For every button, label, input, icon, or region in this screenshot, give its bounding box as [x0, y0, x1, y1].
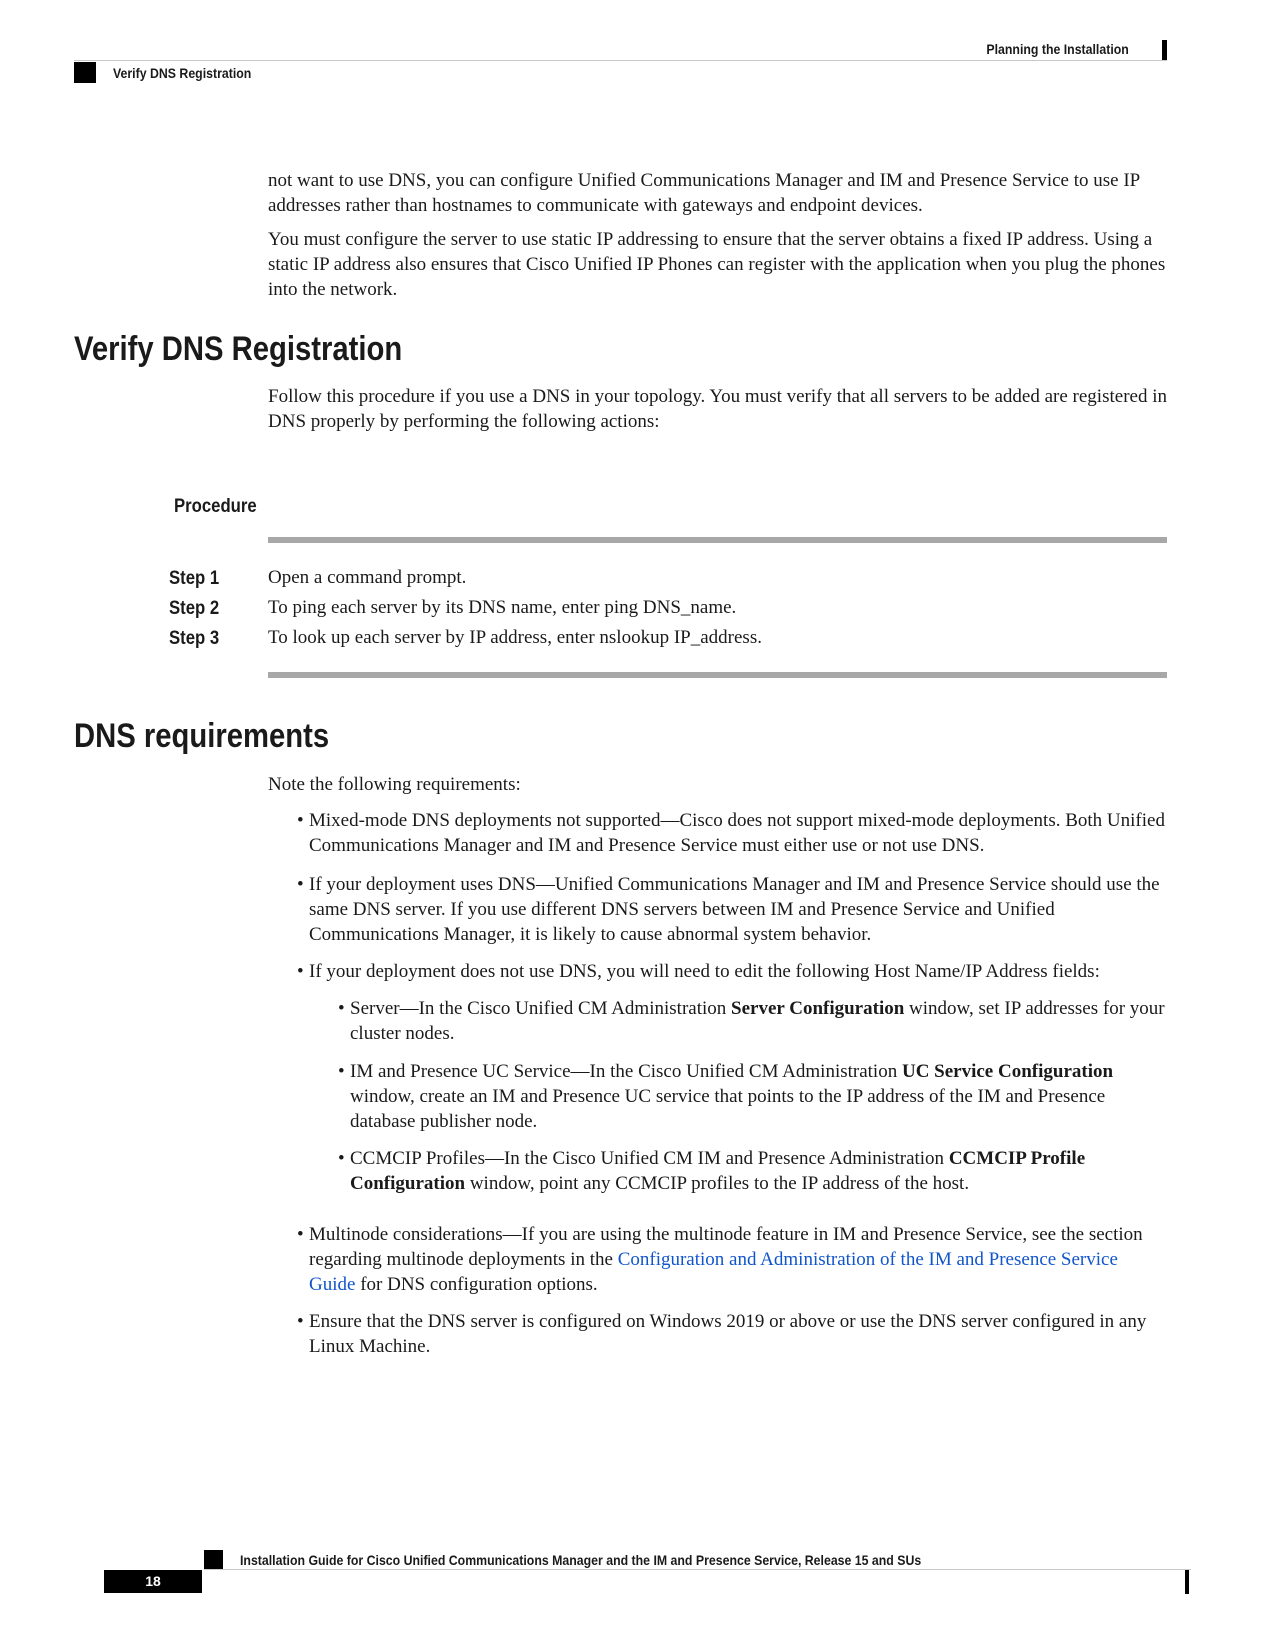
list-item [338, 1146, 1168, 1196]
header-section-block [74, 62, 96, 83]
list-item [297, 1222, 1168, 1297]
bullet-uses-dns: If your deployment uses DNS—Unified Communications Manager and IM and Presence Service should use the same DNS server. If you use different DNS servers between IM and Presence Service and Unified Communications Manager, it is likely to cause abnormal system behavior. [309, 874, 1160, 945]
list-item [297, 959, 1168, 984]
step-3-label: Step 3 [169, 628, 220, 649]
bullet-dot: • [297, 810, 304, 831]
bullet-dot: • [338, 1148, 345, 1169]
step-2-label: Step 2 [169, 598, 220, 619]
header-rule [74, 60, 1167, 61]
bullet-dot: • [338, 1061, 345, 1082]
list-item [297, 808, 1168, 858]
sub-bullet-uc-pre: IM and Presence UC Service—In the Cisco Unified CM Administration [350, 1061, 902, 1082]
sub-bullet-uc-post: window, create an IM and Presence UC service that points to the IP address of the IM and Presence database publisher node. [350, 1086, 1106, 1132]
footer-bar [1185, 1570, 1189, 1594]
list-item [297, 1309, 1168, 1359]
bullet-multinode-post: for DNS configuration options. [355, 1274, 598, 1295]
bullet-multinode-pre: Multinode considerations—If you are using the multinode feature in IM and Presence Service, see the section regarding multinode deployments in the [309, 1224, 1143, 1270]
verify-dns-heading: Verify DNS Registration [74, 330, 403, 368]
step-1-text: Open a command prompt. [268, 567, 467, 588]
list-item [338, 1059, 1168, 1134]
sub-bullet-ccmcip-pre: CCMCIP Profiles—In the Cisco Unified CM IM and Presence Administration [350, 1148, 949, 1169]
bullet-dot: • [297, 1311, 304, 1332]
step-1-label: Step 1 [169, 568, 220, 589]
bullet-no-dns: If your deployment does not use DNS, you will need to edit the following Host Name/IP Address fields: [309, 961, 1100, 982]
procedure-top-rule [268, 537, 1167, 543]
procedure-bottom-rule [268, 672, 1167, 678]
intro-paragraph-2: You must configure the server to use static IP addressing to ensure that the server obtains a fixed IP address. Using a static IP address also ensures that Cisco Unified IP Phones can register with the application when you plug the phones into the network. [268, 229, 1166, 300]
sub-bullet-ccmcip-post: window, point any CCMCIP profiles to the IP address of the host. [465, 1173, 970, 1194]
footer-block [204, 1550, 223, 1569]
bullet-mixed-mode: Mixed-mode DNS deployments not supported—Cisco does not support mixed-mode deployments. Both Unified Communications Manager and IM and Presence Service must either use or not use DNS. [309, 810, 1165, 856]
page-number: 18 [104, 1570, 202, 1593]
running-header-section: Verify DNS Registration [113, 65, 252, 81]
configuration-guide-link[interactable]: Configuration and Administration of the IM and Presence Service Guide [309, 1249, 1118, 1295]
sub-bullet-server-bold: Server Configuration [731, 998, 905, 1019]
list-item [338, 996, 1168, 1046]
footer-guide-title: Installation Guide for Cisco Unified Communications Manager and the IM and Presence Service, Release 15 and SUs [240, 1552, 922, 1568]
footer-rule [204, 1569, 1191, 1570]
procedure-label: Procedure [174, 496, 257, 517]
list-item [297, 872, 1168, 947]
step-2-text: To ping each server by its DNS name, enter ping DNS_name. [268, 597, 737, 618]
bullet-dot: • [297, 874, 304, 895]
sub-bullet-ccmcip-bold: CCMCIP Profile Configuration [350, 1148, 1086, 1194]
bullet-dot: • [338, 998, 345, 1019]
intro-paragraph-1: not want to use DNS, you can configure Unified Communications Manager and IM and Presence Service to use IP addresses rather than hostnames to communicate with gateways and endpoint devices. [268, 170, 1140, 216]
header-chapter-bar [1162, 40, 1167, 60]
bullet-dot: • [297, 1224, 304, 1245]
running-header-chapter: Planning the Installation [986, 41, 1129, 57]
sub-bullet-uc-bold: UC Service Configuration [901, 1061, 1114, 1082]
sub-bullet-server-post: window, set IP addresses for your cluster nodes. [350, 998, 1165, 1044]
dns-requirements-heading: DNS requirements [74, 717, 330, 755]
verify-dns-description: Follow this procedure if you use a DNS in your topology. You must verify that all servers to be added are registered in DNS properly by performing the following actions: [268, 386, 1167, 432]
bullet-windows-linux: Ensure that the DNS server is configured on Windows 2019 or above or use the DNS server configured in any Linux Machine. [309, 1311, 1147, 1357]
sub-bullet-server-pre: Server—In the Cisco Unified CM Administration [350, 998, 732, 1019]
bullet-dot: • [297, 961, 304, 982]
requirements-intro: Note the following requirements: [268, 774, 521, 795]
step-3-text: To look up each server by IP address, enter nslookup IP_address. [268, 627, 762, 648]
